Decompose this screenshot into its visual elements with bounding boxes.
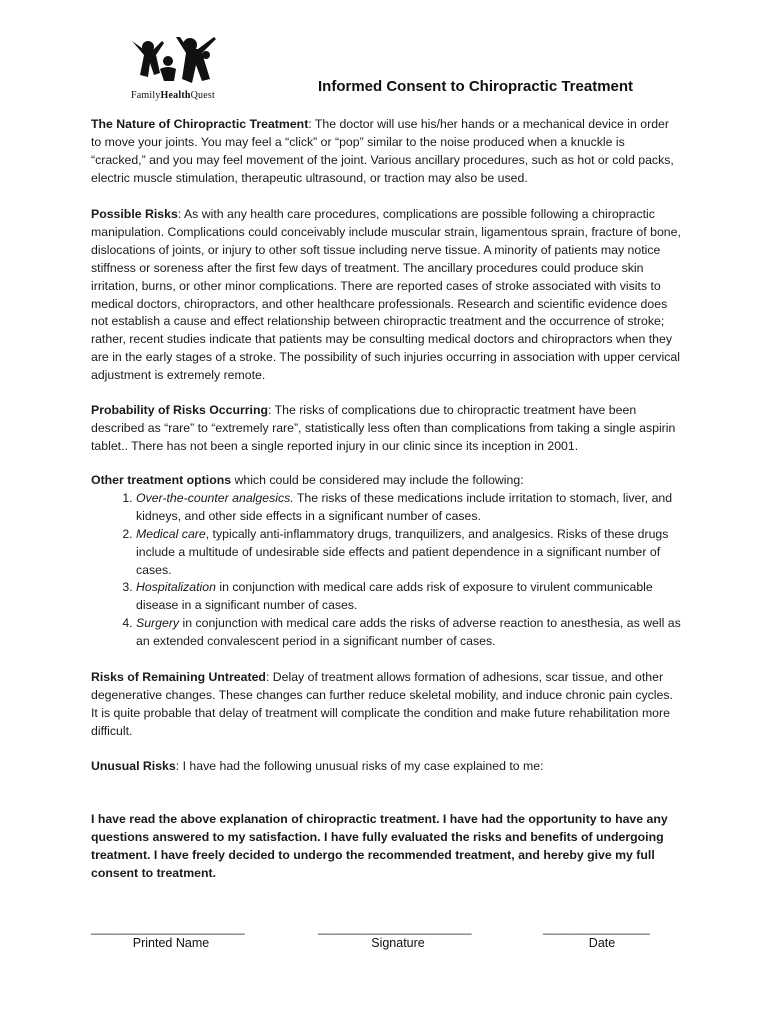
section-body: : Delay of treatment allows formation of adhesions, scar tissue, and other degenerative changes. These changes can further reduce skeletal mobility, and induce chronic pain cycles. It is quite probable that delay of treatment will complicate the condition and make future rehabilitation more difficult.	[91, 670, 673, 738]
option-text: , typically anti-inflammatory drugs, tranquilizers, and analgesics. Risks of these drugs include a multitude of undesirable side effects and patient dependence in a significant number of cases.	[136, 526, 669, 577]
printed-name-label: Printed Name	[132, 936, 210, 950]
list-item	[136, 579, 681, 615]
section-heading: Risks of Remaining Untreated	[91, 670, 266, 684]
family-figures-icon	[118, 35, 228, 87]
option-term: Medical care	[136, 526, 206, 541]
option-text: in conjunction with medical care adds risk of exposure to virulent communicable disease in a significant number of cases.	[136, 580, 653, 613]
logo-wordmark	[108, 87, 238, 105]
section-probability	[91, 402, 681, 456]
family-health-quest-logo	[108, 35, 238, 105]
page-title: Informed Consent to Chiropractic Treatment	[318, 78, 634, 95]
option-term: Over-the-counter analgesics.	[136, 490, 294, 505]
logo-word-family: Family	[131, 90, 161, 101]
section-body: : I have had the following unusual risks of my case explained to me:	[175, 759, 544, 773]
option-term: Hospitalization	[136, 580, 216, 595]
treatment-options-list	[91, 490, 681, 651]
section-heading: The Nature of Chiropractic Treatment	[91, 117, 309, 131]
section-untreated	[91, 669, 681, 741]
section-nature	[91, 116, 681, 188]
section-heading: Probability of Risks Occurring	[91, 403, 268, 417]
option-text: in conjunction with medical care adds the risks of adverse reaction to anesthesia, as well as an extended convalescent period in a significant number of cases.	[136, 616, 681, 649]
section-body: : The risks of complications due to chiropractic treatment have been described as “rare” to “extremely rare”, statistically less often than complications from taking a single aspirin tablet.. There has not been a single reported injury in our clinic since its inception in 2001.	[91, 403, 676, 453]
section-unusual-risks	[91, 758, 681, 776]
logo-word-health: Health	[160, 90, 191, 101]
section-other-options	[91, 472, 681, 651]
list-item	[136, 615, 681, 651]
list-item	[136, 526, 681, 580]
section-heading: Possible Risks	[91, 207, 178, 221]
date-label: Date	[588, 936, 616, 950]
date-line[interactable]: ________________	[543, 921, 650, 935]
list-item	[136, 490, 681, 526]
printed-name-line[interactable]: _______________________	[91, 921, 245, 935]
section-possible-risks	[91, 206, 681, 385]
section-body: which could be considered may include the following:	[231, 473, 524, 487]
section-body: : As with any health care procedures, complications are possible following a chiropractic manipulation. Complications could conceivably include muscular strain, ligamentous sprain, fracture of bone, dislocations of joints, or injury to other soft tissue including nerve tissue. A minority of patients may notice stiffness or soreness after the first few days of treatment. The ancillary procedures could produce skin irritation, burns, or other minor complications. There are reported cases of stroke associated with visits to medical doctors, chiropractors, and other healthcare professionals. Research and scientific evidence does not establish a cause and effect relationship between chiropractic treatment and the occurrence of stroke; rather, recent studies indicate that patients may be consulting medical doctors and chiropractors when they are in the early stages of a stroke. The possibility of such injuries occurring in association with upper cervical adjustment is extremely remote.	[91, 207, 681, 383]
section-heading: Other treatment options	[91, 473, 232, 487]
section-body: : The doctor will use his/her hands or a mechanical device in order to move your joints. You may feel a “click” or “pop” similar to the noise produced when a knuckle is “cracked,” and you may feel movement of the joint. Various ancillary procedures, such as hot or cold packs, electric muscle stimulation, therapeutic ultrasound, or traction may also be used.	[91, 117, 674, 185]
signature-label: Signature	[371, 936, 425, 950]
option-text: The risks of these medications include irritation to stomach, liver, and kidneys, and other side effects in a significant number of cases.	[136, 490, 673, 523]
consent-statement: I have read the above explanation of chiropractic treatment. I have had the opportunity to have any questions answered to my satisfaction. I have fully evaluated the risks and benefits of undergoing treatment. I have freely decided to undergo the recommended treatment, and hereby give my full consent to treatment.	[91, 812, 668, 880]
logo-word-quest: Quest	[190, 90, 215, 101]
option-term: Surgery	[136, 616, 180, 631]
section-heading: Unusual Risks	[91, 759, 176, 773]
signature-line[interactable]: _______________________	[318, 921, 472, 935]
